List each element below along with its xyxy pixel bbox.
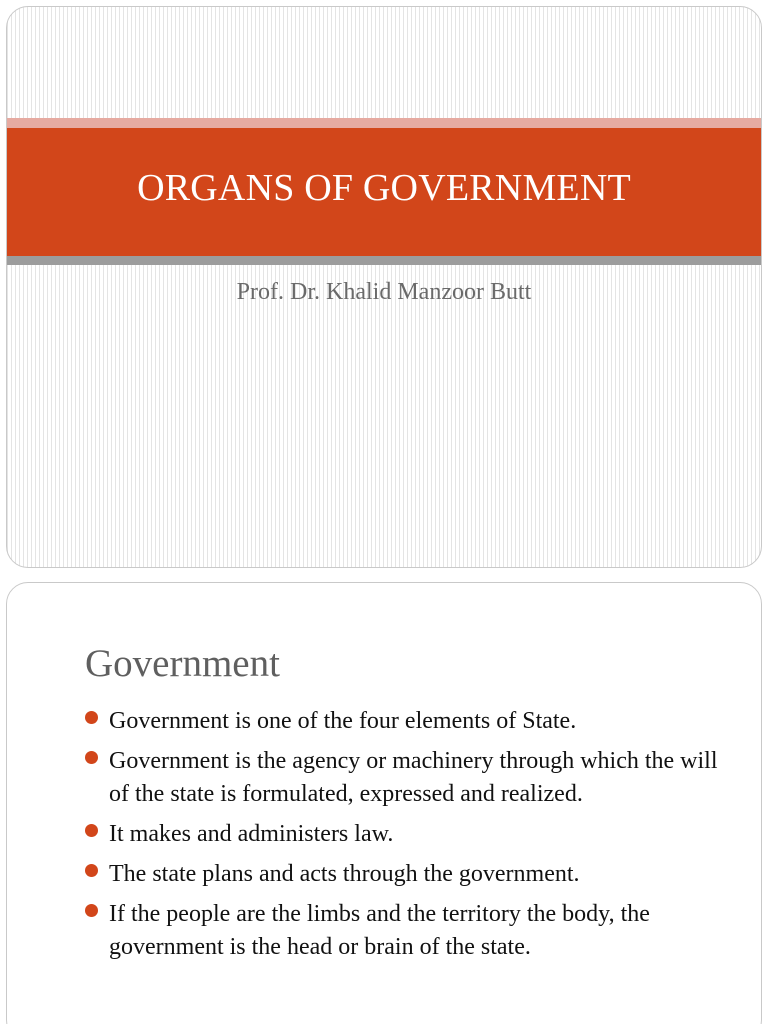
bullet-text: It makes and administers law. — [109, 821, 394, 847]
title-band-bottom-stripe — [7, 256, 761, 265]
bullet-dot-icon — [85, 904, 98, 917]
bullet-text: The state plans and acts through the government. — [109, 861, 580, 887]
slide-heading: Government — [85, 642, 280, 685]
bullet-text: Government is the agency or machinery through which the will of the state is formulated, expressed and realized. — [109, 748, 718, 807]
bullet-text: Government is one of the four elements of State. — [109, 708, 577, 734]
bullet-item — [85, 818, 735, 851]
bullet-item — [85, 898, 735, 964]
title-slide[interactable] — [6, 6, 762, 568]
slide-title: ORGANS OF GOVERNMENT — [137, 167, 631, 209]
title-band-top-stripe — [7, 118, 761, 128]
bullet-dot-icon — [85, 711, 98, 724]
title-band — [7, 128, 761, 256]
bullet-dot-icon — [85, 864, 98, 877]
bullet-item — [85, 858, 735, 891]
bullet-item — [85, 705, 735, 738]
bullet-dot-icon — [85, 751, 98, 764]
slide-subtitle: Prof. Dr. Khalid Manzoor Butt — [236, 279, 532, 305]
bullet-list — [85, 705, 735, 971]
bullet-item — [85, 745, 735, 811]
content-slide[interactable] — [6, 582, 762, 1024]
bullet-text: If the people are the limbs and the territory the body, the government is the head or brain of the state. — [109, 901, 650, 960]
bullet-dot-icon — [85, 824, 98, 837]
